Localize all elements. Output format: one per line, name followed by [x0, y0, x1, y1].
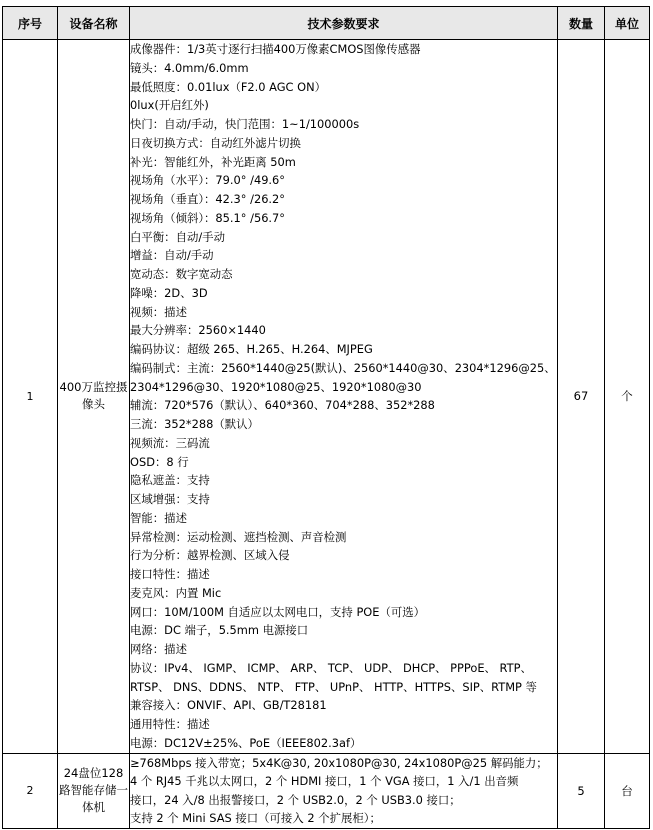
spec-line: 接口，24 入/8 出报警接口，2 个 USB2.0，2 个 USB3.0 接口；	[130, 792, 461, 807]
spec-line: 0lux(开启红外)	[130, 98, 209, 113]
spec-line: 2304*1296@30、1920*1080@25、1920*1080@30	[130, 379, 422, 394]
spec-line: 降噪：2D、3D	[130, 285, 208, 300]
header-unit: 单位	[605, 7, 650, 40]
spec-line: 宽动态：数字宽动态	[130, 267, 233, 281]
spec-line: 镜头：4.0mm/6.0mm	[130, 60, 249, 75]
spec-line: RTSP、 DNS、DDNS、 NTP、 FTP、 UPnP、 HTTP、HTTPS、SIP、RTMP 等	[130, 679, 537, 694]
spec-cell	[130, 40, 558, 754]
spec-line: 网络：描述	[130, 642, 187, 656]
spec-line: 日夜切换方式：自动红外滤片切换	[130, 135, 301, 150]
spec-line: 白平衡：自动/手动	[130, 229, 225, 244]
spec-line: 协议：IPv4、 IGMP、 ICMP、 ARP、 TCP、 UDP、 DHCP、 PPPoE、 RTP、	[130, 660, 532, 675]
spec-line: 快门：自动/手动，快门范围：1~1/100000s	[130, 117, 360, 131]
spec-cell	[130, 753, 558, 828]
header-spec: 技术参数要求	[130, 7, 558, 40]
spec-line: 网口：10M/100M 自适应以太网电口，支持 POE（可选）	[130, 604, 426, 619]
table-row	[3, 753, 650, 828]
table-row	[3, 40, 650, 754]
device-name: 400万监控摄像头	[58, 40, 130, 754]
unit: 台	[605, 753, 650, 828]
spec-line: OSD：8 行	[130, 454, 189, 469]
header-no: 序号	[3, 7, 58, 40]
spec-line: 隐私遮盖：支持	[130, 473, 210, 488]
quantity: 67	[558, 40, 605, 754]
spec-line: 视频：描述	[130, 304, 187, 319]
row-number: 1	[3, 40, 58, 754]
spec-line: 麦克风：内置 Mic	[130, 585, 222, 600]
header-name: 设备名称	[58, 7, 130, 40]
quantity: 5	[558, 753, 605, 828]
spec-line: 区域增强：支持	[130, 492, 210, 506]
spec-line: 异常检测：运动检测、遮挡检测、声音检测	[130, 529, 347, 544]
spec-line: 接口特性：描述	[130, 567, 210, 581]
unit: 个	[605, 40, 650, 754]
device-name: 24盘位128路智能存储一体机	[58, 753, 130, 828]
spec-line: 智能：描述	[130, 510, 187, 525]
spec-line: 视场角（倾斜）：85.1° /56.7°	[130, 210, 285, 225]
spec-line: 视场角（垂直）：42.3° /26.2°	[130, 192, 285, 206]
header-row	[3, 7, 650, 40]
spec-line: 通用特性：描述	[130, 717, 210, 731]
spec-line: 辅流：720*576（默认）、640*360、704*288、352*288	[130, 398, 435, 413]
spec-line: 电源：DC 端子，5.5mm 电源接口	[130, 623, 309, 638]
row-number: 2	[3, 753, 58, 828]
spec-line: 视频流：三码流	[130, 435, 210, 450]
spec-line: 增益：自动/手动	[130, 248, 214, 263]
spec-line: 三流：352*288（默认）	[130, 417, 259, 431]
spec-table	[2, 6, 650, 829]
spec-line: 行为分析：越界检测、区域入侵	[130, 548, 290, 563]
spec-line: 编码协议：超级 265、H.265、H.264、MJPEG	[130, 342, 373, 356]
spec-line: 成像器件：1/3英寸逐行扫描400万像素CMOS图像传感器	[130, 42, 421, 56]
spec-line: 视场角（水平）：79.0° /49.6°	[130, 173, 285, 188]
spec-line: 4 个 RJ45 千兆以太网口，2 个 HDMI 接口，1 个 VGA 接口，1 入/1 出音频	[130, 774, 519, 789]
spec-line: 最大分辨率：2560×1440	[130, 323, 266, 338]
spec-line: 电源：DC12V±25%、PoE（IEEE802.3af）	[130, 735, 362, 750]
spec-line: 补光：智能红外，补光距离 50m	[130, 154, 296, 169]
spec-line: 兼容接入：ONVIF、API、GB/T28181	[130, 698, 327, 713]
spec-line: 支持 2 个 Mini SAS 接口（可接入 2 个扩展柜）；	[130, 811, 381, 826]
header-qty: 数量	[558, 7, 605, 40]
spec-line: ≥768Mbps 接入带宽；5x4K@30, 20x1080P@30, 24x1080P@25 解码能力；	[130, 755, 548, 770]
spec-line: 最低照度：0.01lux（F2.0 AGC ON）	[130, 79, 326, 94]
spec-line: 编码制式：主流：2560*1440@25(默认)、2560*1440@30、2304*1296@25、	[130, 360, 556, 375]
